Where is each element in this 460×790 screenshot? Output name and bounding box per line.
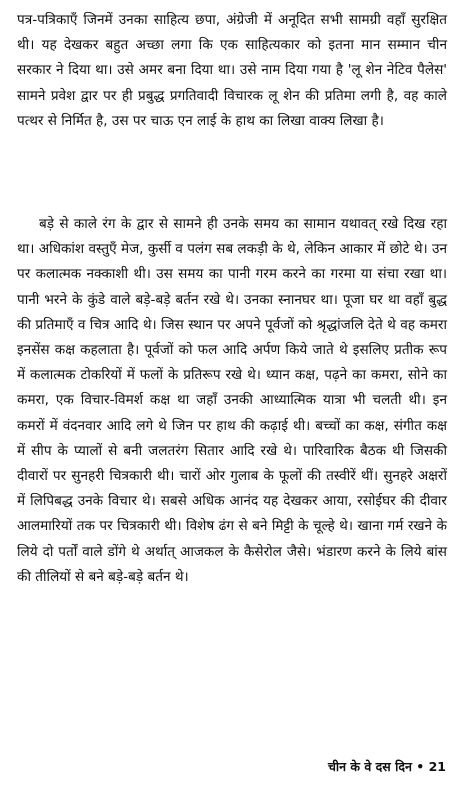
paragraph-household-items: बड़े से काले रंग के द्वार से सामने ही उनके समय का सामान यथावत् रखे दिख रहा था। अधिकांश वस्तुएँ मेज, कुर्सी व पलंग सब लकड़ी के थे, लेकिन आकार में छोटे थे। उन पर कलात्मक नक्काशी थी। उस समय का पानी गरम करने का गरमा या संचा रखा था। पानी भरने के कुंडे वाले बड़े-बड़े बर्तन रखे थे। उनका स्नानघर था। पूजा घर था वहाँ बुद्ध की प्रतिमाएँ व चित्र आदि थे। जिस स्थान पर अपने पूर्वजों को श्रृद्धांजलि देते थे वह कमरा इनसेंस कक्ष कहलाता है। पूर्वजों को फल आदि अर्पण किये जाते थे इसलिए प्रतीक रूप में कलात्मक टोकरियों में फलों के प्रतिरूप रखे थे। ध्यान कक्ष, पढ़ने का कमरा, सोने का कमरा, एक विचार-विमर्श कक्ष था जहाँ उनकी आध्यात्मिक यात्रा भी चलती थी। इन कमरों में वंदनवार आदि लगे थे जिन पर हाथ की कढ़ाई थी। बच्चों का कक्ष, संगीत कक्ष में सीप के प्यालों से बनी जलतरंग सितार आदि रखे थे। पारिवारिक बैठक थी जिसकी दीवारों पर सुनहरी चित्रकारी थी। चारों ओर गुलाब के फूलों की तस्वीरें थीं। सुनहरे अक्षरों में लिपिबद्ध उनके विचार थे। सबसे अधिक आनंद यह देखकर आया, रसोईघर की दीवार आलमारियों तक पर चित्रकारी थी। विशेष ढंग से बने मिट्टी के चूल्हे थे। खाना गर्म रखने के लिये दो पर्तों वाले डोंगे थे अर्थात् आजकल के कैसेरोल जैसे। भंडारण करने के लिये बांस की तीलियों से बने बड़े-बड़े बर्तन थे। — [17, 216, 447, 585]
page-footer: चीन के वे दस दिन • 21 — [327, 759, 446, 774]
paragraph-lu-shen-palace: पत्र-पत्रिकाएँ जिनमें उनका साहित्य छपा, अंग्रेजी में अनूदित सभी सामग्री वहाँ सुरक्षित थी। यह देखकर बहुत अच्छा लगा कि एक साहित्यकार को इतना मान सम्मान चीन सरकार ने दिया था। उसे अमर बना दिया था। उसे नाम दिया गया है 'लू शेन नेटिव पैलेस' सामने प्रवेश द्वार पर ही प्रबुद्ध प्रगतिवादी विचारक लू शेन की प्रतिमा लगी है, वह काले पत्थर से निर्मित है, उस पर चाऊ एन लाई के हाथ का लिखा वाक्य लिखा है। — [17, 12, 447, 129]
